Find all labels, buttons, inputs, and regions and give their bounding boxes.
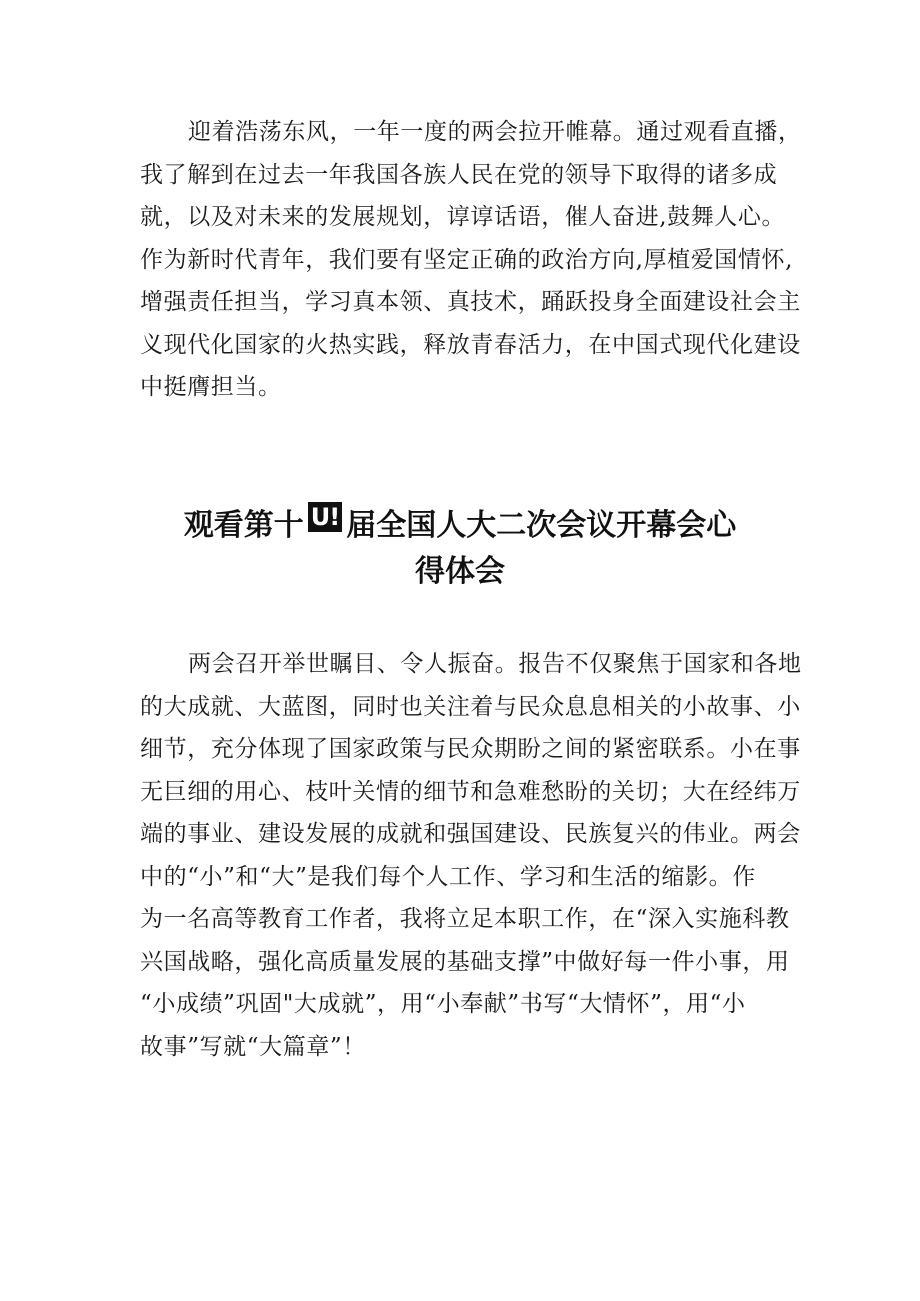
paragraph-line: “小成绩”巩固"大成就”，用“小奉献”书写“大情怀”，用“小 xyxy=(140,991,746,1017)
body-paragraph xyxy=(140,643,802,1068)
paragraph-line: 两会召开举世瞩目、令人振奋。报告不仅聚焦于国家和各地 xyxy=(188,651,802,677)
paragraph-line: 我了解到在过去一年我国各族人民在党的领导下取得的诸多成 xyxy=(140,161,778,188)
paragraph-line: 端的事业、建设发展的成就和强国建设、民族复兴的伟业。两会 xyxy=(140,821,801,847)
intro-paragraph xyxy=(140,111,802,409)
paragraph-line: 兴国战略，强化高质量发展的基础支撑”中做好每一件小事，用 xyxy=(140,948,790,975)
title-line-1 xyxy=(0,502,920,549)
title-glitch-mark: U! xyxy=(308,502,342,532)
paragraph-line: 细节，充分体现了国家政策与民众期盼之间的紧密联系。小在事 xyxy=(140,736,801,762)
paragraph-line: 增强责任担当，学习真本领、真技术，踊跃投身全面建设社会主 xyxy=(140,289,801,315)
section-title xyxy=(0,502,920,595)
paragraph-line: 就，以及对未来的发展规划，谆谆话语，催人奋进,鼓舞人心。 xyxy=(140,204,786,230)
paragraph-line: 义现代化国家的火热实践，释放青春活力，在中国式现代化建设 xyxy=(140,331,801,358)
paragraph-line: 为一名高等教育工作者，我将立足本职工作，在“深入实施科教 xyxy=(140,906,790,932)
paragraph-line: 中的“小”和“大”是我们每个人工作、学习和生活的缩影。作 xyxy=(140,863,756,890)
paragraph-line: 的大成就、大蓝图，同时也关注着与民众息息相关的小故事、小 xyxy=(140,693,801,720)
title-line-2: 得体会 xyxy=(415,554,505,589)
paragraph-line: 迎着浩荡东风，一年一度的两会拉开帷幕。通过观看直播， xyxy=(188,119,802,145)
paragraph-line: 无巨细的用心、枝叶关情的细节和急难愁盼的关切；大在经纬万 xyxy=(140,778,801,805)
title-text-start: 观看第十 xyxy=(183,508,304,543)
title-text-end: 届全国人大二次会议开幕会心 xyxy=(346,508,737,543)
paragraph-line: 故事”写就“大篇章”！ xyxy=(140,1033,366,1060)
paragraph-line: 中挺膺担当。 xyxy=(140,374,282,400)
paragraph-line: 作为新时代青年，我们要有坚定正确的政治方向,厚植爱国情怀, xyxy=(140,246,794,273)
